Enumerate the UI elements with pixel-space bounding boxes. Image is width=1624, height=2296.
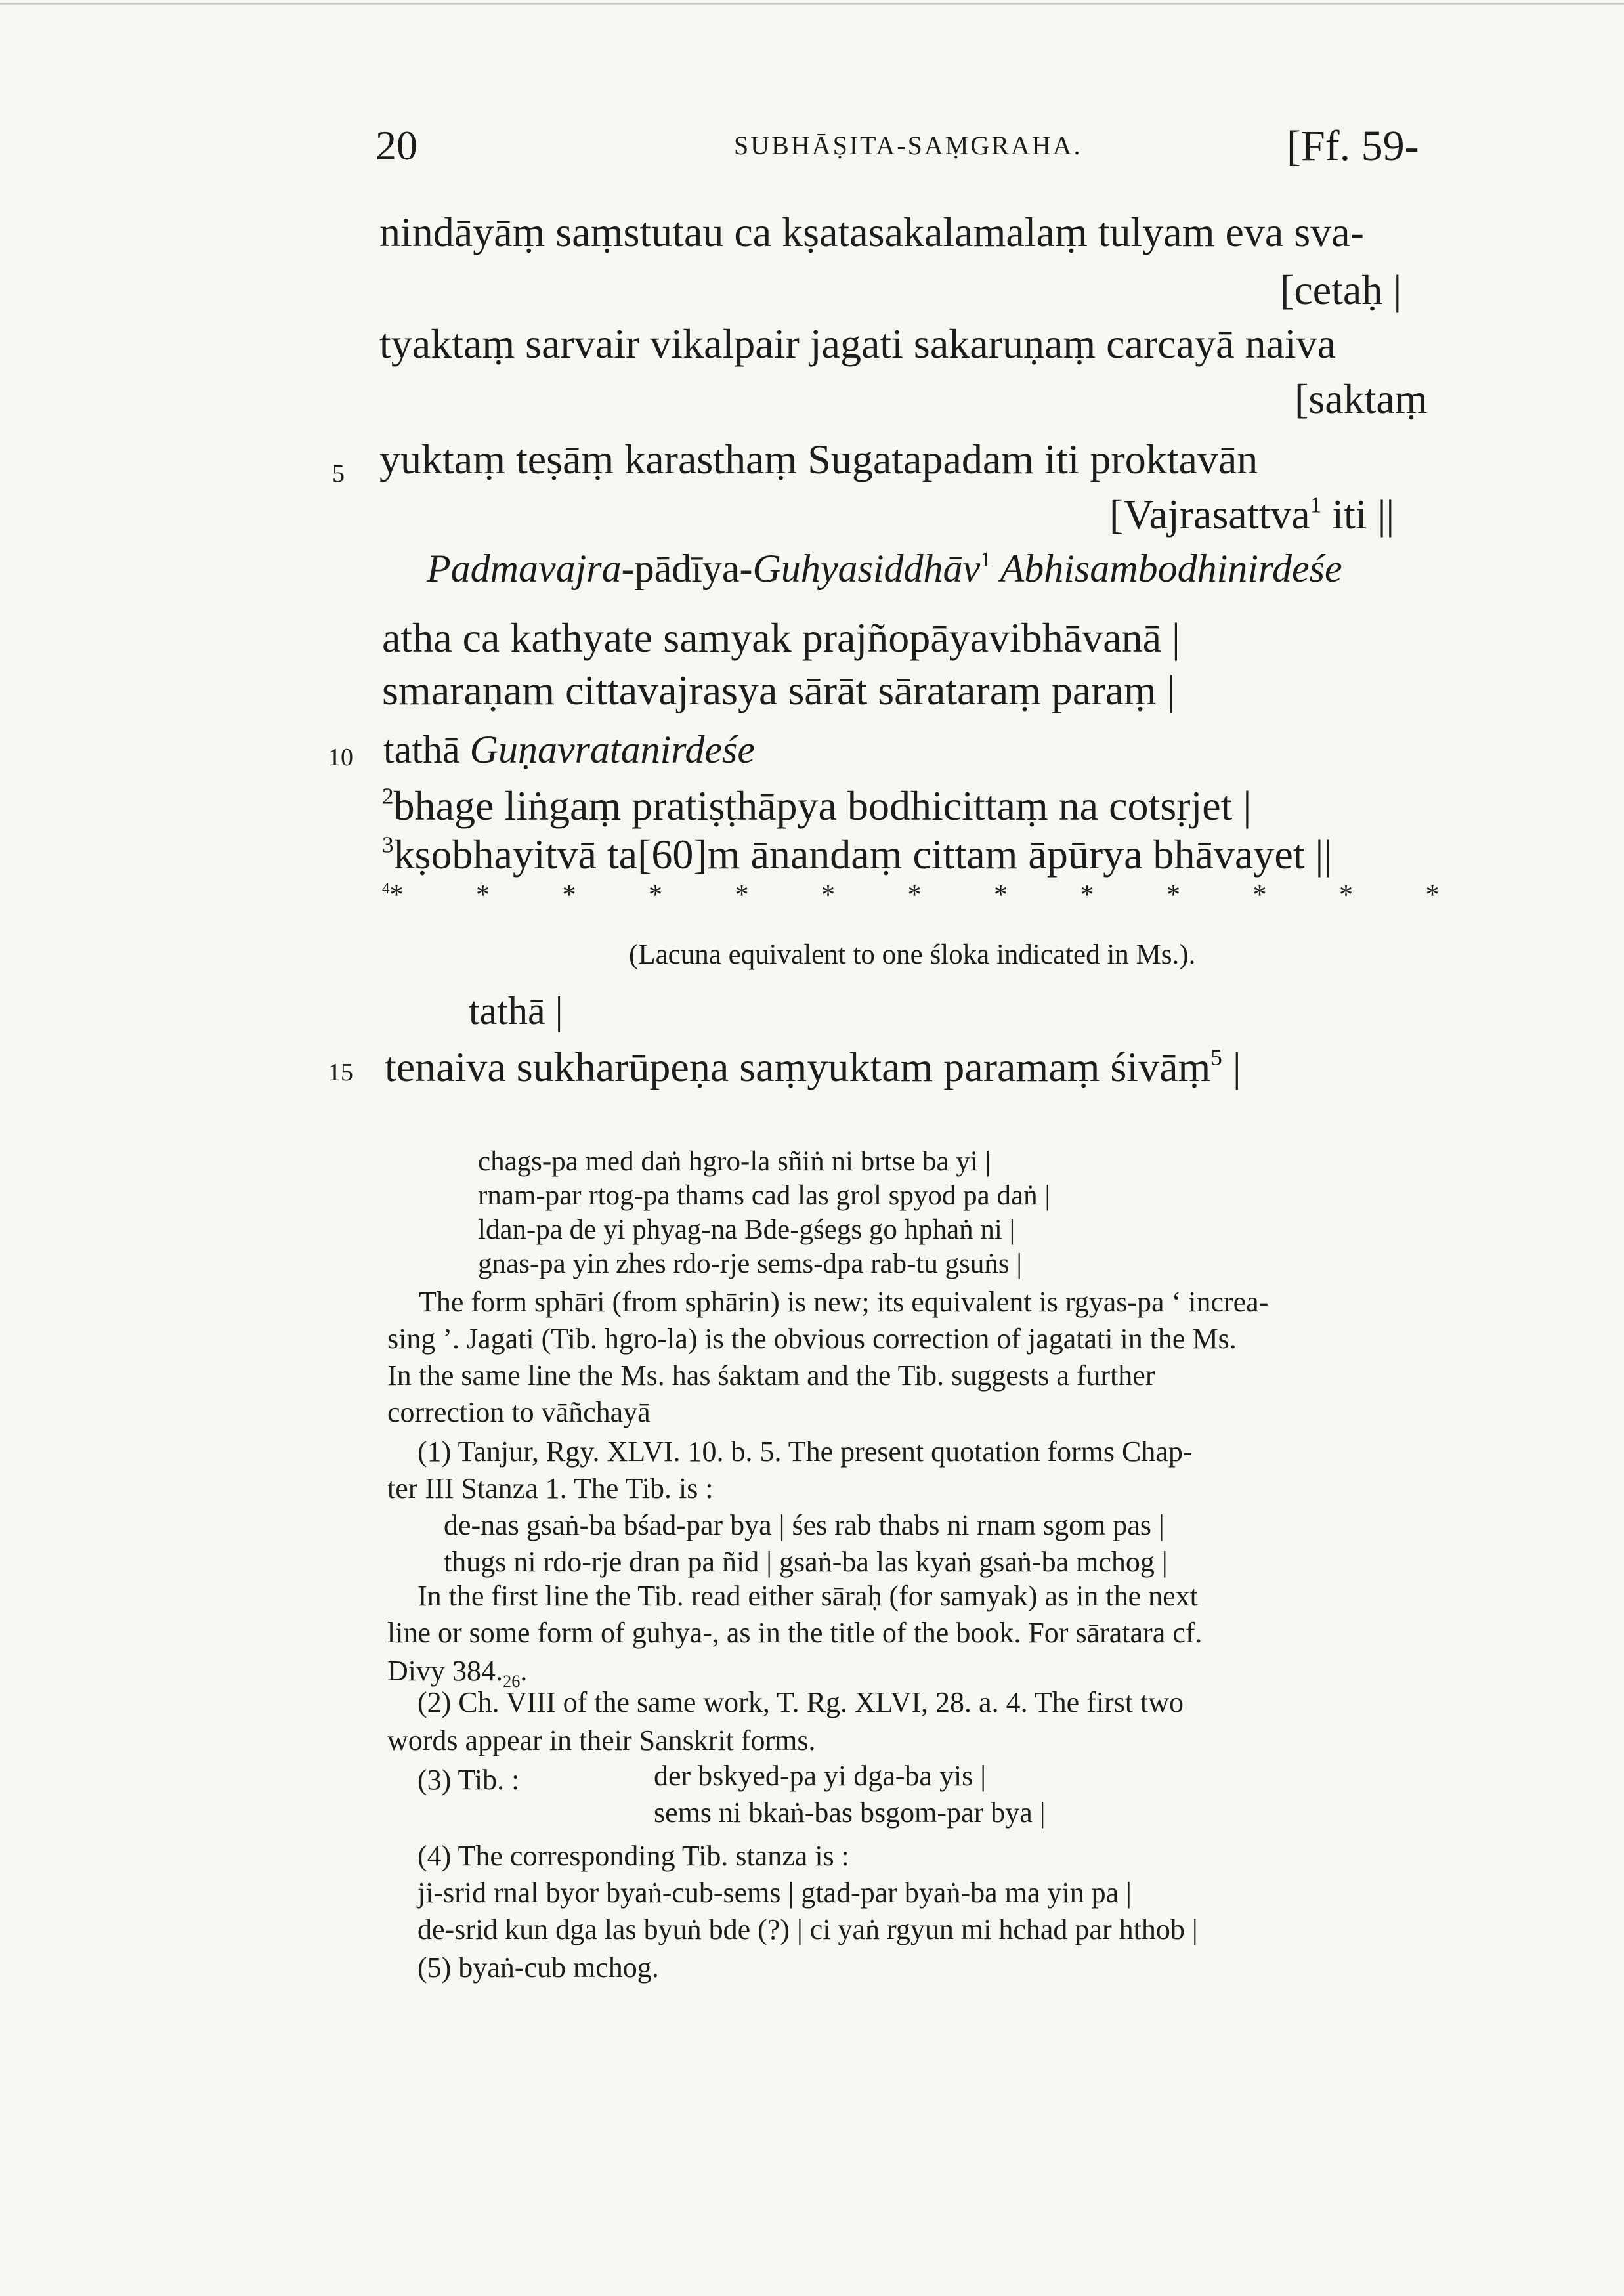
line-number: 10 [328, 744, 353, 771]
work-title: Guhyasiddhāv [752, 547, 981, 590]
footnote-1: (1) Tanjur, Rgy. XLVI. 10. b. 5. The present quotation forms Chap- [417, 1435, 1193, 1468]
verse-text: | [1222, 1044, 1241, 1090]
footnote-2: (2) Ch. VIII of the same work, T. Rg. XLVI, 28. a. 4. The first two [417, 1686, 1184, 1718]
footnote-marker: 1 [1310, 492, 1322, 518]
footnote-text: ter III Stanza 1. The Tib. is : [387, 1472, 714, 1504]
verse-line: tathā | [469, 989, 563, 1032]
tibetan-line: gnas-pa yin zhes rdo-rje sems-dpa rab-tu gsuṅs | [478, 1248, 1022, 1279]
verse-line: smaraṇam cittavajrasya sārāt sārataraṃ paraṃ | [382, 667, 1176, 713]
source-citation [427, 549, 1342, 588]
tibetan-line: de-nas gsaṅ-ba bśad-par bya | śes rab thabs ni rnam sgom pas | [444, 1509, 1165, 1541]
footnote-marker: 5 [1210, 1044, 1222, 1071]
top-edge-rule [0, 3, 1624, 5]
citation-text: -pādīya- [621, 547, 753, 590]
verse-text: [Vajrasattva [1109, 491, 1310, 538]
verse-line: yuktaṃ teṣāṃ karasthaṃ Sugatapadam iti proktavān [379, 436, 1258, 482]
citation-text: Divy 384. [387, 1655, 503, 1687]
chapter-title: Guṇavratanirdeśe [469, 728, 755, 771]
verse-line-continuation [1109, 491, 1395, 538]
lacuna-asterisks [382, 880, 1472, 911]
chapter-title: Abhisambodhinirdeśe [991, 547, 1342, 590]
footnote-text: The form sphāri (from sphārin) is new; its equivalent is rgyas-pa ‘ increa- [419, 1286, 1269, 1318]
verse-line: tyaktaṃ sarvair vikalpair jagati sakaruṇaṃ carcayā naiva [379, 320, 1336, 367]
footnote-text: In the first line the Tib. read either sāraḥ (for samyak) as in the next [417, 1580, 1198, 1612]
verse-text: bhage liṅgaṃ pratiṣṭhāpya bodhicittaṃ na cotsṛjet | [393, 782, 1252, 829]
verse-line: atha ca kathyate samyak prajñopāyavibhāvanā | [382, 614, 1180, 661]
verse-line-continuation: [cetaḥ | [1280, 266, 1402, 313]
tibetan-line: rnam-par rtog-pa thams cad las grol spyod pa daṅ | [478, 1180, 1050, 1211]
tibetan-line: thugs ni rdo-rje dran pa ñid | gsaṅ-ba las kyaṅ gsaṅ-ba mchog | [444, 1546, 1168, 1578]
tibetan-line: sems ni bkaṅ-bas bsgom-par bya | [654, 1796, 1046, 1829]
footnote-marker: 1 [980, 547, 991, 572]
running-title: SUBHĀṢITA-SAṂGRAHA. [734, 131, 1082, 160]
footnote-text: line or some form of guhya-, as in the title of the book. For sāratara cf. [387, 1617, 1203, 1649]
footnote-text [387, 1657, 527, 1690]
footnote-marker: 2 [382, 783, 394, 809]
verse-line [382, 831, 1333, 878]
verse-text: kṣobhayitvā ta[60]m ānandaṃ cittam āpūrya bhāvayet || [393, 831, 1333, 878]
line-number: 5 [332, 460, 345, 488]
verse-line-continuation: [saktaṃ [1294, 375, 1428, 422]
footnote-4: (4) The corresponding Tib. stanza is : [417, 1840, 849, 1872]
page-number: 20 [375, 122, 417, 169]
subscript: 26 [503, 1670, 521, 1691]
tibetan-line: ji-srid rnal byor byaṅ-cub-sems | gtad-par byaṅ-ba ma yin pa | [417, 1877, 1132, 1909]
author-name: Padmavajra [427, 547, 622, 590]
footnote-text: correction to vāñchayā [387, 1396, 651, 1428]
footnote-text: sing ’. Jagati (Tib. hgro-la) is the obvious correction of jagatati in the Ms. [387, 1323, 1237, 1355]
footnote-marker: 4 [382, 879, 390, 897]
source-citation [383, 730, 755, 769]
footnote-5: (5) byaṅ-cub mchog. [417, 1951, 659, 1984]
verse-line: nindāyāṃ saṃstutau ca kṣatasakalamalaṃ tulyam eva sva- [379, 209, 1364, 255]
tibetan-line: der bskyed-pa yi dga-ba yis | [654, 1760, 987, 1792]
footnote-marker: 3 [382, 832, 394, 858]
lacuna-note: (Lacuna equivalent to one śloka indicated in Ms.). [629, 939, 1196, 970]
citation-text: . [520, 1655, 528, 1687]
footnote-text: words appear in their Sanskrit forms. [387, 1724, 816, 1756]
verse-line [385, 1046, 1241, 1088]
tibetan-line: de-srid kun dga las byuṅ bde (?) | ci yaṅ rgyun mi hchad par hthob | [417, 1913, 1198, 1945]
footnote-3: (3) Tib. : [417, 1764, 520, 1796]
verse-line [382, 782, 1252, 829]
tibetan-line: ldan-pa de yi phyag-na Bde-gśegs go hphaṅ ni | [478, 1214, 1015, 1245]
asterisk-row: * * * * * * * * * * * * * [389, 880, 1472, 910]
line-number: 15 [328, 1059, 353, 1086]
verse-text: tenaiva sukharūpeṇa saṃyuktam paramaṃ śivāṃ [385, 1044, 1211, 1090]
footnote-text: In the same line the Ms. has śaktam and the Tib. suggests a further [387, 1359, 1155, 1392]
folio-reference: [Ff. 59- [1287, 122, 1419, 170]
tibetan-line: chags-pa med daṅ hgro-la sñiṅ ni brtse ba yi | [478, 1146, 991, 1177]
verse-text: iti || [1321, 491, 1395, 538]
citation-text: tathā [383, 728, 470, 771]
